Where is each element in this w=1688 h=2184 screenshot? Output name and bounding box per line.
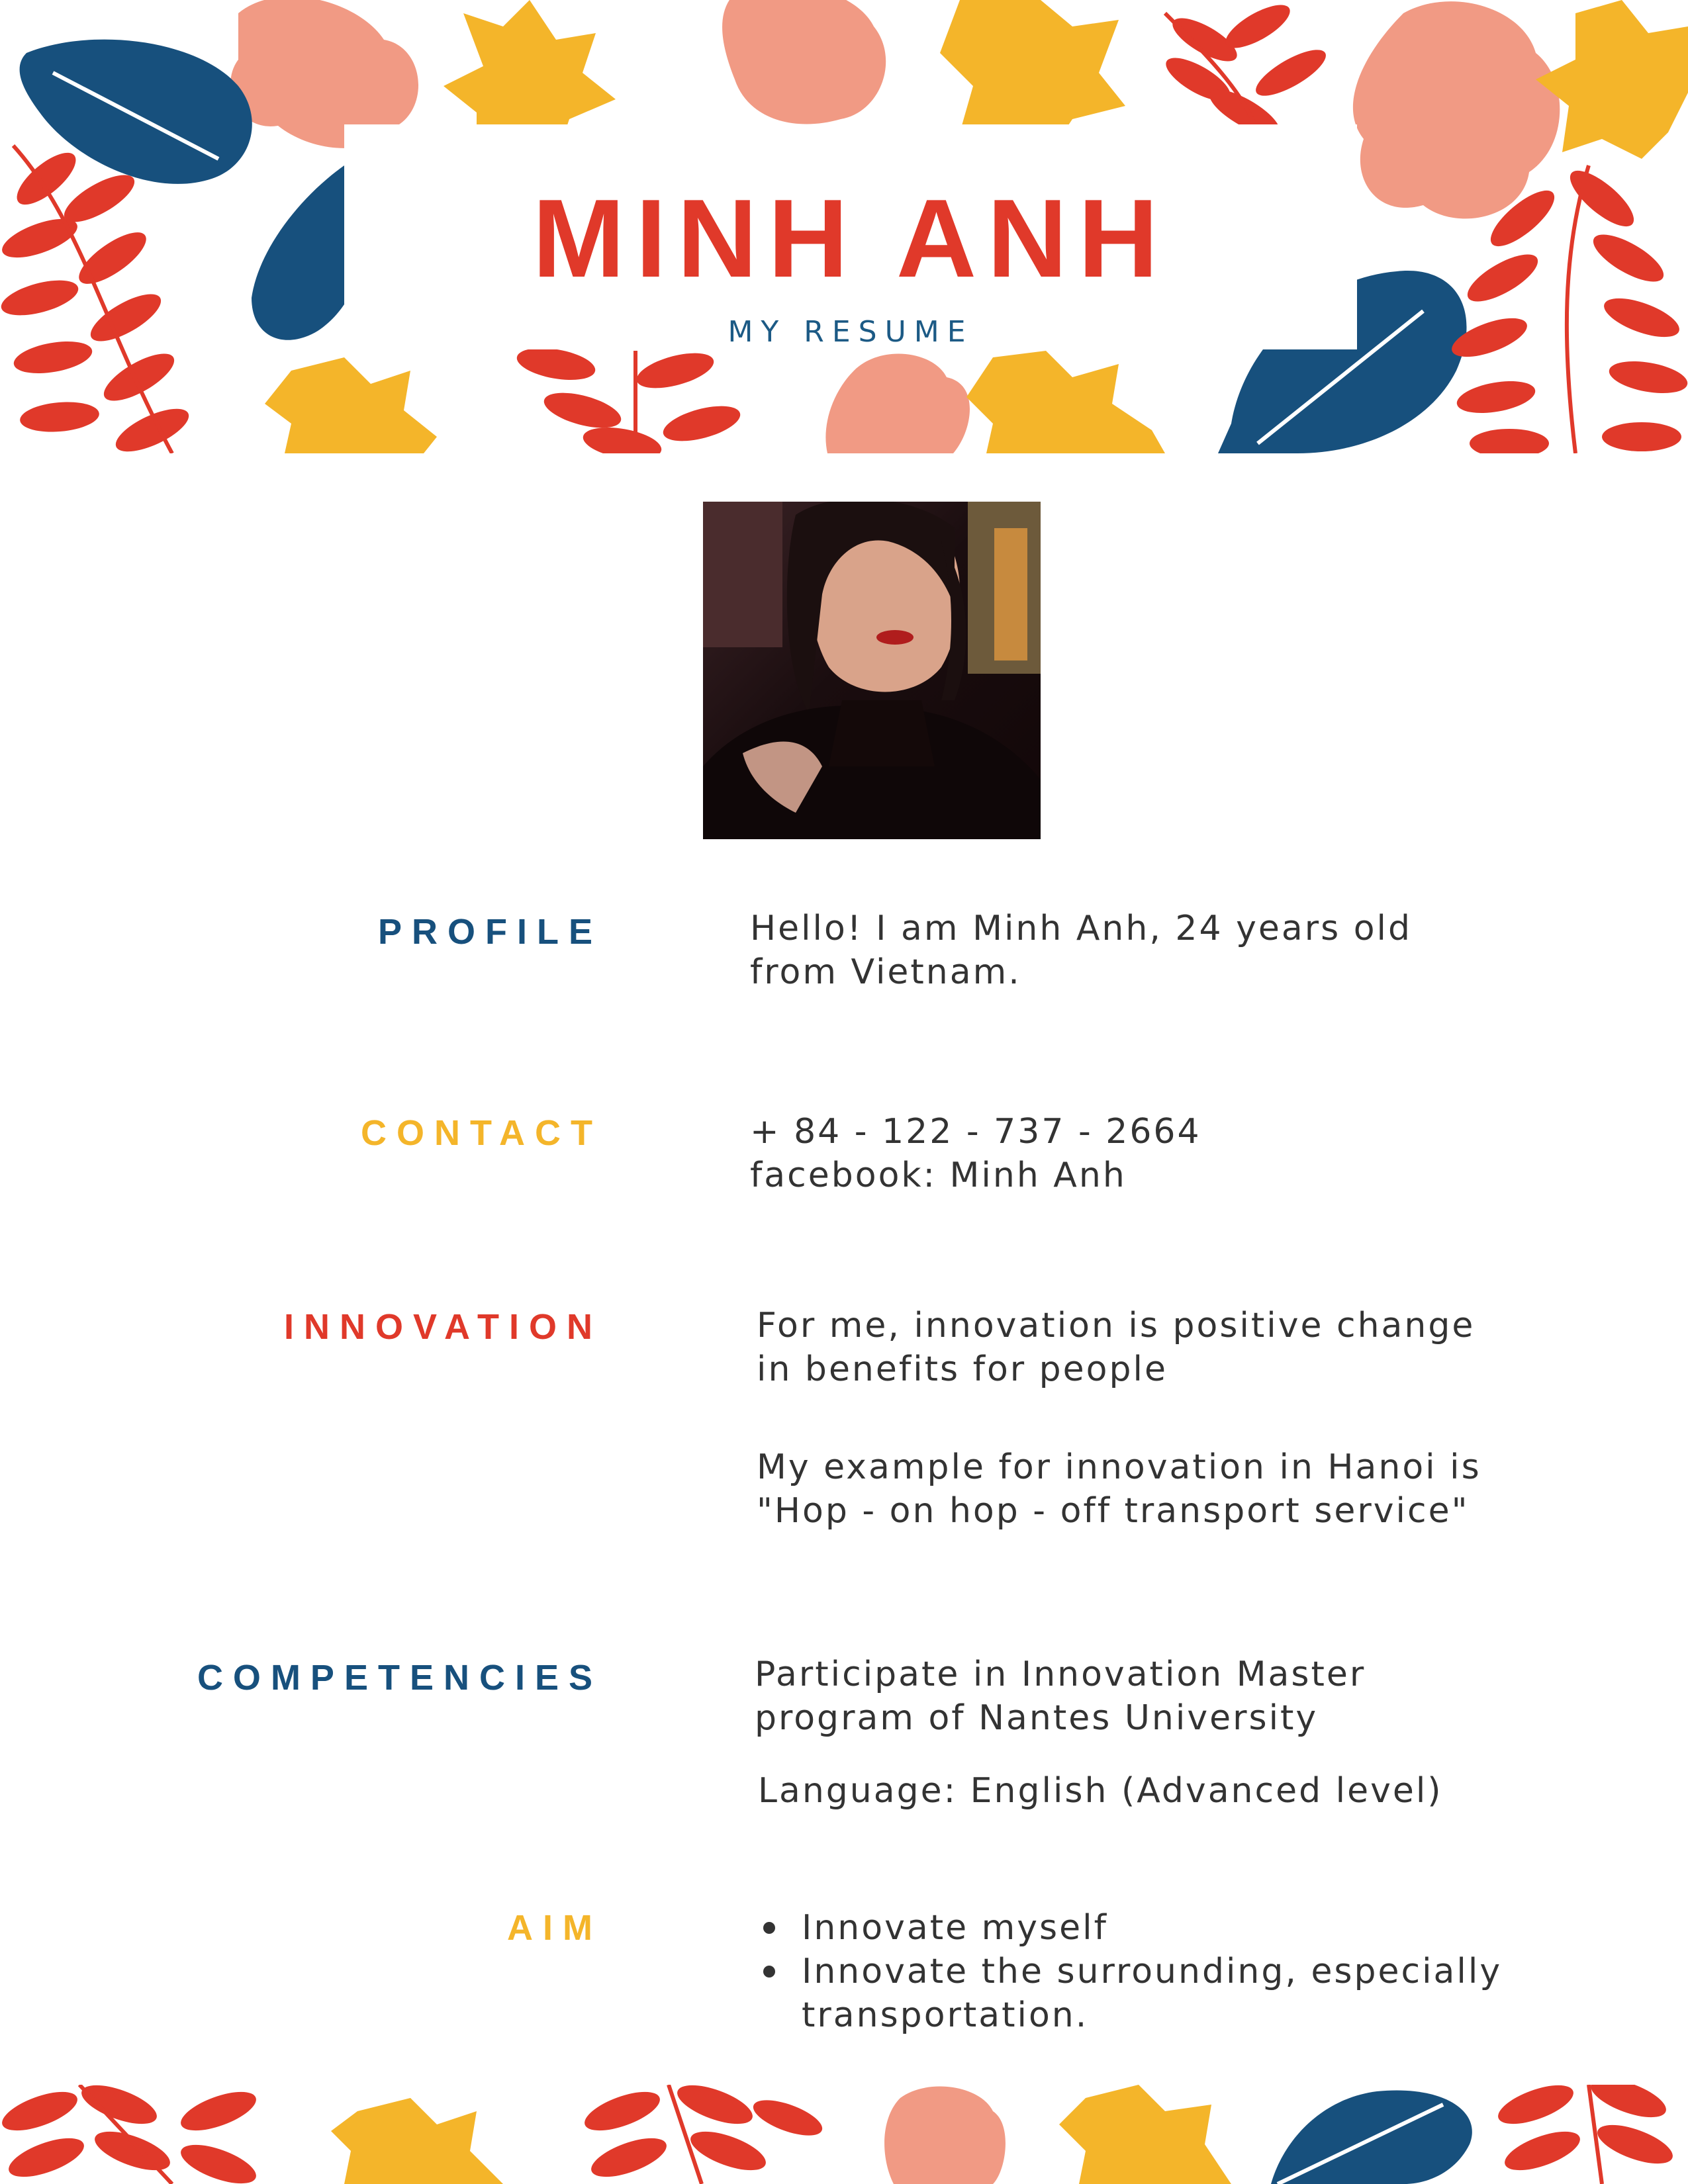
competencies-para1-line-2: program of Nantes University (755, 1698, 1319, 1738)
aim-heading: AIM (507, 1908, 602, 1948)
competencies-para1-line-1: Participate in Innovation Master (755, 1655, 1366, 1694)
contact-phone: + 84 - 122 - 737 - 2664 (750, 1112, 1201, 1152)
innovation-heading: INNOVATION (284, 1307, 602, 1347)
aim-item-text: Innovate myself (802, 1908, 1108, 1948)
aim-item-text: Innovate the surrounding, especially transportation. (802, 1952, 1503, 2035)
innovation-para2-line-1: My example for innovation in Hanoi is (757, 1447, 1481, 1487)
aim-list (750, 1906, 1502, 2037)
innovation-para1-line-1: For me, innovation is positive change (757, 1306, 1476, 1345)
innovation-para2-line-2: "Hop - on hop - off transport service" (757, 1491, 1470, 1531)
competencies-heading: COMPETENCIES (197, 1658, 602, 1698)
bullet-icon (763, 1966, 775, 1978)
resume-subtitle: MY RESUME (727, 315, 974, 349)
profile-heading: PROFILE (377, 912, 602, 952)
resume-name: MINH ANH (532, 176, 1169, 300)
profile-photo (703, 502, 1041, 839)
aim-item (750, 1906, 1502, 1950)
bullet-icon (763, 1922, 775, 1934)
portrait-image (703, 502, 1041, 839)
profile-line-1: Hello! I am Minh Anh, 24 years old (750, 909, 1412, 948)
contact-heading: CONTACT (361, 1113, 602, 1153)
innovation-para1-line-2: in benefits for people (757, 1349, 1168, 1389)
aim-item (750, 1950, 1502, 2037)
contact-facebook: facebook: Minh Anh (750, 1156, 1127, 1195)
competencies-language: Language: English (Advanced level) (758, 1771, 1443, 1811)
bottom-leaf-banner (0, 2085, 1688, 2184)
profile-line-2: from Vietnam. (750, 952, 1021, 992)
leaf-pattern-bottom (0, 2085, 1688, 2184)
